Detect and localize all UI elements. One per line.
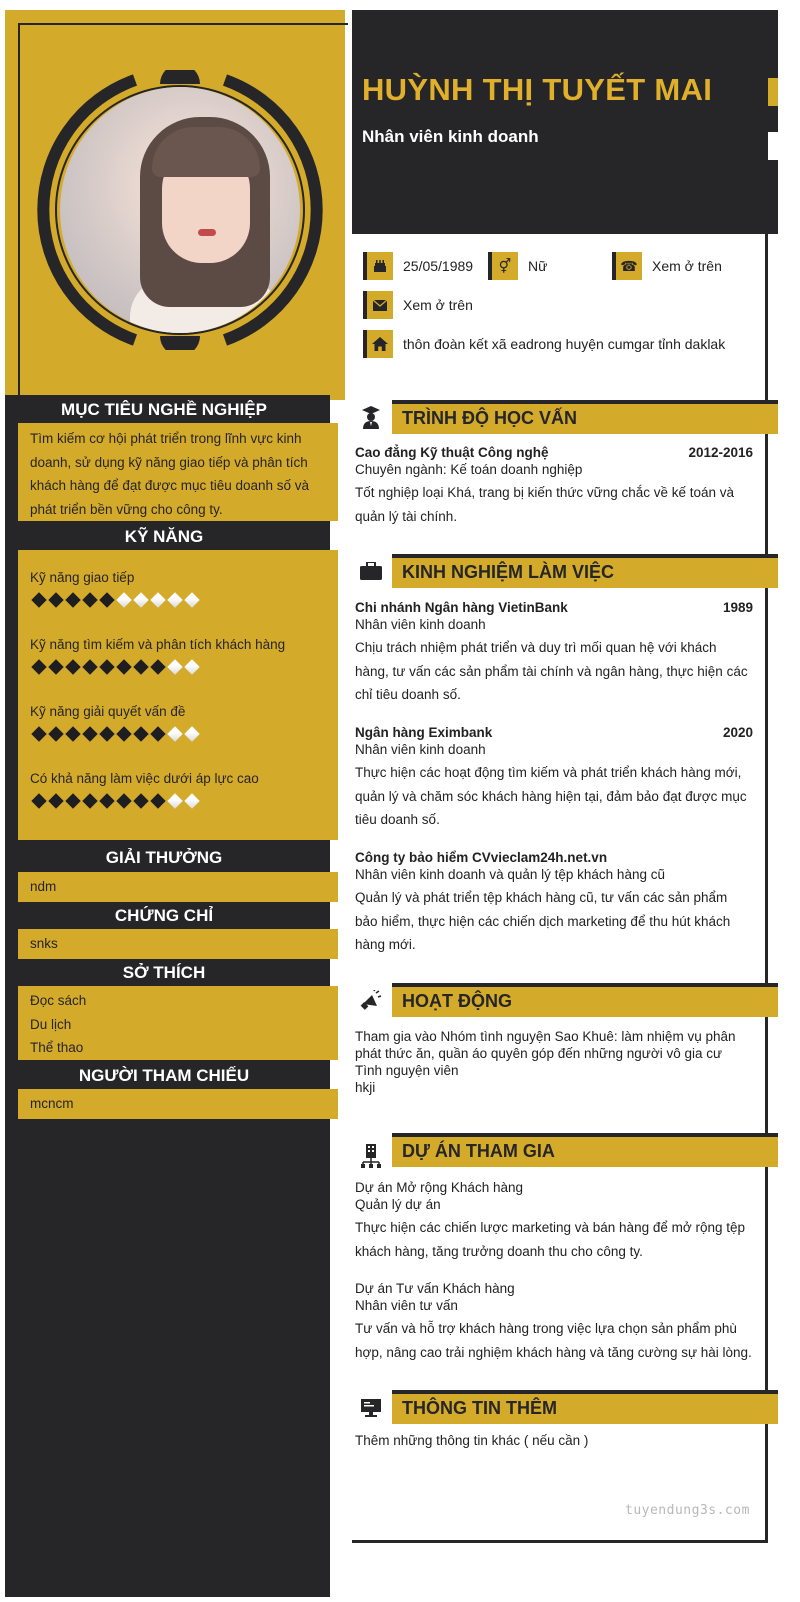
experience-desc: Thực hiện các hoạt động tìm kiếm và phát triển khách hàng mới, quản lý và chăm sóc khách hàng hiện tại, đảm bảo đạt được mục tiêu doanh số. [355, 765, 747, 827]
gender-value: Nữ [528, 258, 548, 274]
project-item [355, 1281, 753, 1364]
skill-dot [65, 592, 80, 607]
skill-dot [31, 793, 46, 808]
project-name: Dự án Tư vấn Khách hàng [355, 1281, 515, 1296]
education-row [355, 445, 753, 462]
certificates-section [18, 929, 338, 959]
experience-role: Nhân viên kinh doanh [355, 617, 486, 632]
skill-dot [116, 793, 131, 808]
project-desc: Thực hiện các chiến lược marketing và bán hàng để mở rộng tệp khách hàng, tăng trưởng doanh thu cho công ty. [355, 1220, 745, 1259]
skill-dot [133, 592, 148, 607]
references-heading: NGƯỜI THAM CHIẾU [5, 1063, 323, 1089]
skill-dot [48, 592, 63, 607]
skill-dot [167, 793, 182, 808]
education-major: Chuyên ngành: Kế toán doanh nghiệp [355, 462, 583, 477]
skill-dot [184, 659, 199, 674]
education-section [355, 445, 753, 528]
phone-value: Xem ở trên [652, 258, 722, 274]
profile-photo [60, 87, 300, 333]
awards-heading: GIẢI THƯỞNG [5, 845, 323, 871]
skill-dot [184, 793, 199, 808]
experience-year: 1989 [722, 600, 753, 615]
certificates-text: snks [30, 936, 58, 951]
skill-dot [133, 793, 148, 808]
activities-heading-text: HOẠT ĐỘNG [402, 991, 512, 1011]
experience-row [355, 725, 753, 742]
hobbies-heading: SỞ THÍCH [5, 960, 323, 986]
address-info [363, 330, 725, 358]
skill-rating [30, 791, 326, 811]
skill-label: Kỹ năng giao tiếp [30, 570, 135, 585]
activities-section [355, 1028, 753, 1096]
experience-heading [392, 554, 778, 588]
objective-heading: MỤC TIÊU NGHỀ NGHIỆP [5, 397, 323, 423]
skill-dot [116, 592, 131, 607]
experience-item [355, 725, 753, 832]
birthday-value: 25/05/1989 [403, 258, 474, 274]
skill-dot [150, 793, 165, 808]
experience-role: Nhân viên kinh doanh và quản lý tệp khách hàng cũ [355, 867, 665, 882]
school-name: Cao đẳng Kỹ thuật Công nghệ [355, 445, 549, 460]
gender-icon: ⚥ [488, 252, 518, 280]
project-role: Quản lý dự án [355, 1197, 441, 1212]
education-heading-text: TRÌNH ĐỘ HỌC VẤN [402, 408, 577, 428]
skill-label: Có khả năng làm việc dưới áp lực cao [30, 771, 259, 786]
skill-dot [65, 793, 80, 808]
experience-row [355, 600, 753, 617]
megaphone-icon [358, 990, 384, 1016]
skill-dot [99, 659, 114, 674]
experience-item [355, 850, 753, 957]
skill-dot [82, 793, 97, 808]
education-years: 2012-2016 [688, 445, 753, 460]
skills-heading: KỸ NĂNG [5, 524, 323, 550]
header-accent [768, 132, 778, 160]
experience-year: 2020 [722, 725, 753, 740]
skill-dot [116, 659, 131, 674]
skill-dot [31, 726, 46, 741]
projects-heading [392, 1133, 778, 1167]
skill-dot [150, 726, 165, 741]
gender-info [488, 252, 547, 280]
skill-dot [184, 726, 199, 741]
project-name: Dự án Mở rộng Khách hàng [355, 1180, 523, 1195]
skill-dot [82, 726, 97, 741]
skill-dot [31, 592, 46, 607]
additional-heading-text: THÔNG TIN THÊM [402, 1398, 557, 1418]
email-info [363, 291, 473, 319]
additional-text: Thêm những thông tin khác ( nếu cần ) [355, 1433, 589, 1448]
company-name: Chi nhánh Ngân hàng VietinBank [355, 600, 568, 615]
skill-dot [48, 659, 63, 674]
home-icon [363, 330, 393, 358]
awards-text: ndm [30, 879, 57, 894]
cake-icon [363, 252, 393, 280]
skill-dot [99, 592, 114, 607]
skill-dot [82, 592, 97, 607]
company-name: Công ty bảo hiểm CVvieclam24h.net.vn [355, 850, 608, 865]
company-name: Ngân hàng Eximbank [355, 725, 493, 740]
skill-rating [30, 590, 326, 610]
skill-label: Kỹ năng tìm kiếm và phân tích khách hàng [30, 637, 286, 652]
skill-dot [99, 726, 114, 741]
skill-dot [167, 726, 182, 741]
skills-section [18, 550, 338, 840]
skill-dot [65, 659, 80, 674]
watermark: tuyendung3s.com [625, 1503, 750, 1518]
hobby-item: Thể thao [30, 1040, 84, 1055]
address-value: thôn đoàn kết xã eadrong huyện cumgar tỉnh daklak [403, 336, 726, 352]
hobby-item: Đọc sách [30, 993, 87, 1008]
skill-dot [133, 726, 148, 741]
education-desc: Tốt nghiệp loại Khá, trang bị kiến thức vững chắc về kế toán và quản lý tài chính. [355, 485, 735, 524]
experience-desc: Quản lý và phát triển tệp khách hàng cũ, tư vấn các sản phẩm bảo hiểm, thực hiện các chiến dịch marketing để thu hút khách hàng mới. [355, 890, 731, 952]
experience-row [355, 850, 753, 867]
skills-list [30, 570, 326, 811]
skill-dot [65, 726, 80, 741]
experience-role: Nhân viên kinh doanh [355, 742, 486, 757]
phone-icon: ☎ [612, 252, 642, 280]
skill-dot [167, 592, 182, 607]
additional-section [355, 1433, 753, 1448]
activities-text: Tham gia vào Nhóm tình nguyện Sao Khuê: làm nhiệm vụ phân phát thức ăn, quần áo quyên góp đến những người vô gia cư [355, 1029, 736, 1061]
project-item [355, 1180, 753, 1263]
additional-heading [392, 1390, 778, 1424]
skill-dot [82, 659, 97, 674]
job-title: Nhân viên kinh doanh [362, 127, 539, 146]
hobbies-section [18, 986, 338, 1060]
skill-dot [150, 592, 165, 607]
skill-dot [167, 659, 182, 674]
header-accent [768, 78, 778, 106]
skill-dot [31, 659, 46, 674]
birthday-info [363, 252, 473, 280]
skill-rating [30, 724, 326, 744]
awards-section [18, 872, 338, 902]
briefcase-icon [358, 561, 384, 587]
experience-item [355, 600, 753, 707]
full-name: HUỲNH THỊ TUYẾT MAI [362, 72, 713, 107]
monitor-icon [358, 1398, 384, 1424]
envelope-icon [363, 291, 393, 319]
project-desc: Tư vấn và hỗ trợ khách hàng trong việc lựa chọn sản phẩm phù hợp, nâng cao trải nghiệm khách hàng và tăng cường sự hài lòng. [355, 1321, 752, 1360]
certificates-heading: CHỨNG CHỈ [5, 903, 323, 929]
avatar [35, 70, 325, 350]
references-section [18, 1089, 338, 1119]
hobby-item: Du lịch [30, 1016, 72, 1032]
activities-heading [392, 983, 778, 1017]
skill-dot [150, 659, 165, 674]
phone-info [612, 252, 722, 280]
email-value: Xem ở trên [403, 297, 473, 313]
activities-role: Tình nguyện viên [355, 1063, 459, 1078]
skill-label: Kỹ năng giải quyết vấn đề [30, 704, 186, 719]
header-panel [352, 10, 778, 234]
objective-text: Tìm kiếm cơ hội phát triển trong lĩnh vực kinh doanh, sử dụng kỹ năng giao tiếp và phân tích khách hàng để đạt được mục tiêu doanh số và phát triển bền vững cho công ty. [30, 431, 310, 517]
project-role: Nhân viên tư vấn [355, 1298, 458, 1313]
objective-section [18, 423, 338, 521]
skill-dot [48, 793, 63, 808]
skill-dot [48, 726, 63, 741]
graduate-icon [358, 405, 384, 431]
activities-extra: hkji [355, 1080, 376, 1095]
skill-dot [184, 592, 199, 607]
projects-heading-text: DỰ ÁN THAM GIA [402, 1141, 555, 1161]
skill-dot [99, 793, 114, 808]
experience-desc: Chịu trách nhiệm phát triển và duy trì mối quan hệ với khách hàng, tư vấn các sản phẩm tài chính và ngân hàng, thực hiện các chỉ tiêu doanh số. [355, 640, 748, 702]
skill-rating [30, 657, 326, 677]
experience-heading-text: KINH NGHIỆM LÀM VIỆC [402, 562, 615, 582]
education-heading [392, 400, 778, 434]
references-text: mcncm [30, 1096, 74, 1111]
skill-dot [116, 726, 131, 741]
building-icon [358, 1144, 384, 1170]
skill-dot [133, 659, 148, 674]
